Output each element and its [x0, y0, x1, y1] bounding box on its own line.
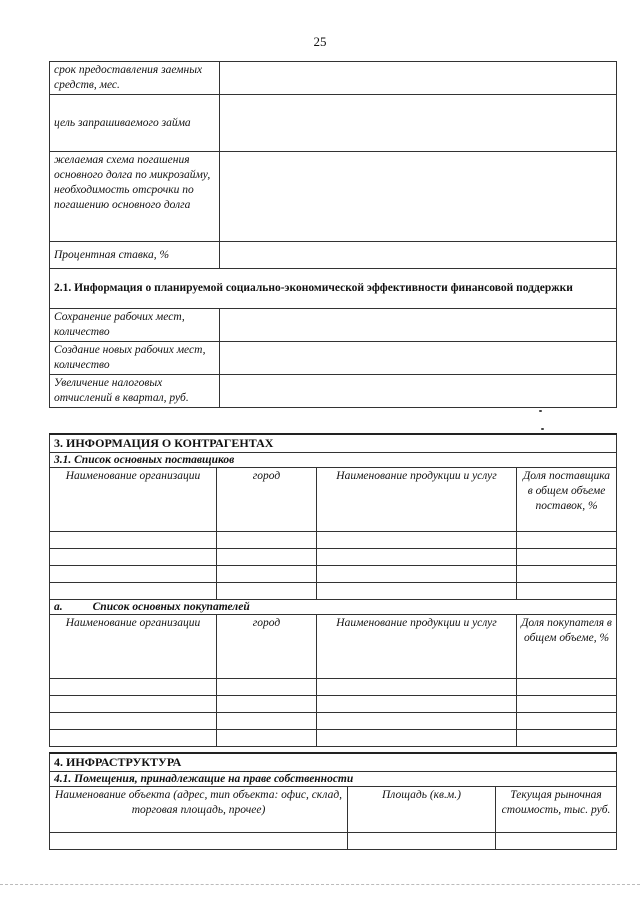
repayment-scheme-label: желаемая схема погашения основного долга по микрозайму, необходимость отсрочки по погашению основного долга: [50, 152, 220, 242]
table-row[interactable]: [50, 549, 617, 566]
page-edge-shadow: [0, 884, 640, 885]
jobs-retained-label: Сохранение рабочих мест, количество: [50, 309, 220, 342]
counterparties-table: [49, 433, 617, 747]
table-row[interactable]: [50, 566, 617, 583]
table-row: [50, 242, 617, 269]
infrastructure-table: [49, 752, 617, 850]
table-row[interactable]: [50, 532, 617, 549]
interest-rate-label: Процентная ставка, %: [50, 242, 220, 269]
col-header-supplier-share: Доля поставщика в общем объеме поставок, %: [517, 468, 617, 532]
jobs-retained-value[interactable]: [220, 309, 617, 342]
section-4-title: 4. ИНФРАСТРУКТУРА: [50, 753, 617, 772]
col-header-organization: Наименование организации: [50, 615, 217, 679]
col-header-products: Наименование продукции и услуг: [317, 615, 517, 679]
suppliers-title: 3.1. Список основных поставщиков: [50, 453, 617, 468]
loan-purpose-value[interactable]: [220, 95, 617, 152]
col-header-products: Наименование продукции и услуг: [317, 468, 517, 532]
table-row: [50, 95, 617, 152]
col-header-city: город: [217, 615, 317, 679]
page-number: 25: [313, 34, 327, 49]
loan-purpose-label: цель запрашиваемого займа: [50, 95, 220, 152]
scan-speck: [539, 410, 542, 412]
table-row: [50, 434, 617, 453]
table-row: [50, 62, 617, 95]
loan-details-table: [49, 61, 617, 408]
col-header-area: Площадь (кв.м.): [348, 787, 496, 833]
table-row: [50, 453, 617, 468]
table-row[interactable]: [50, 833, 617, 850]
col-header-city: город: [217, 468, 317, 532]
table-row: [50, 600, 617, 615]
section-2-1-title: 2.1. Информация о планируемой социально-экономической эффективности финансовой поддержки: [50, 269, 617, 309]
jobs-created-label: Создание новых рабочих мест, количество: [50, 342, 220, 375]
tax-increase-value[interactable]: [220, 375, 617, 408]
table-row: [50, 309, 617, 342]
section-3-title: 3. ИНФОРМАЦИЯ О КОНТРАГЕНТАХ: [50, 434, 617, 453]
buyers-title-text: Список основных покупателей: [92, 601, 250, 613]
loan-term-label: срок предоставления заемных средств, мес.: [50, 62, 220, 95]
table-row[interactable]: [50, 730, 617, 747]
buyers-title: [50, 600, 617, 615]
col-header-buyer-share: Доля покупателя в общем объеме, %: [517, 615, 617, 679]
col-header-object-name: Наименование объекта (адрес, тип объекта: офис, склад, торговая площадь, прочее): [50, 787, 348, 833]
table-row[interactable]: [50, 713, 617, 730]
col-header-organization: Наименование организации: [50, 468, 217, 532]
tax-increase-label: Увеличение налоговых отчислений в квартал, руб.: [50, 375, 220, 408]
property-owned-title: 4.1. Помещения, принадлежащие на праве собственности: [50, 772, 617, 787]
table-row: [50, 772, 617, 787]
buyers-title-marker: a.: [54, 601, 63, 613]
table-row: [50, 787, 617, 833]
table-row[interactable]: [50, 696, 617, 713]
col-header-market-value: Текущая рыночная стоимость, тыс. руб.: [496, 787, 617, 833]
table-row: [50, 269, 617, 309]
scan-speck: [541, 428, 544, 430]
table-row: [50, 152, 617, 242]
interest-rate-value[interactable]: [220, 242, 617, 269]
table-row: [50, 753, 617, 772]
table-row[interactable]: [50, 583, 617, 600]
table-row: [50, 342, 617, 375]
jobs-created-value[interactable]: [220, 342, 617, 375]
table-row[interactable]: [50, 679, 617, 696]
loan-term-value[interactable]: [220, 62, 617, 95]
table-row: [50, 615, 617, 679]
repayment-scheme-value[interactable]: [220, 152, 617, 242]
table-row: [50, 375, 617, 408]
table-row: [50, 468, 617, 532]
